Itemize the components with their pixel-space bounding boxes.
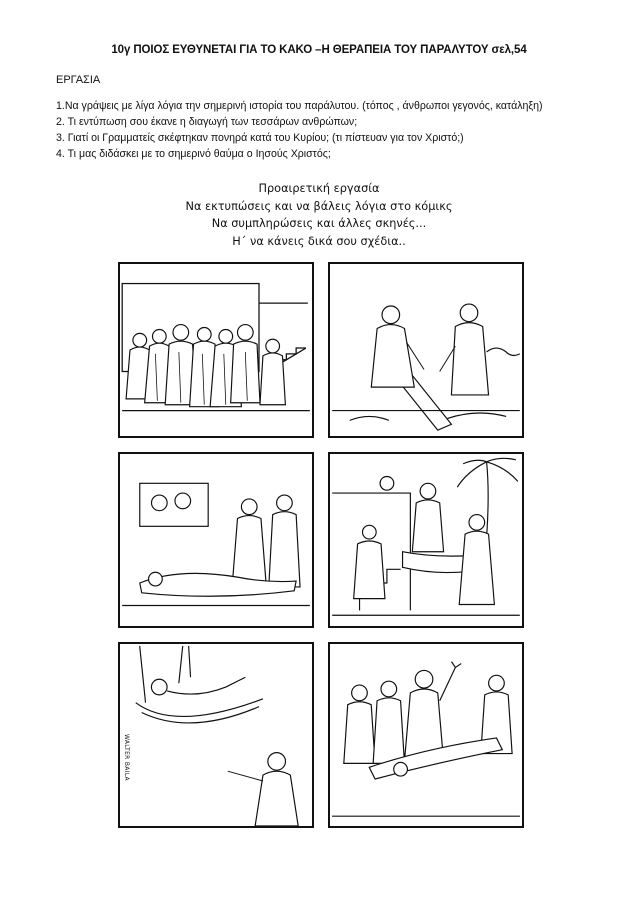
comic-credit: WALTER BAILA (123, 734, 130, 781)
question-2: 2. Τι εντύπωση σου έκανε η διαγωγή των τεσσάρων ανθρώπων; (56, 116, 358, 128)
question-4: 4. Τι μας διδάσκει με το σημερινό θαύμα ο Ιησούς Χριστός; (56, 148, 331, 160)
optional-heading: Προαιρετική εργασία (258, 182, 380, 195)
healed-illustration (330, 644, 522, 826)
comic-panel-lowering (328, 452, 524, 628)
optional-line-3: Η΄ να κάνεις δικά σου σχέδια.. (232, 234, 406, 248)
optional-task (0, 180, 638, 250)
question-1: 1.Να γράψεις με λίγα λόγια την σημερινή ιστορία του παράλυτου. (τόπος , άνθρωποι γεγονός, κατάληξη) (56, 100, 543, 112)
lowering-illustration (330, 454, 522, 626)
comic-panel-crowd (118, 262, 314, 438)
optional-line-2: Να συμπληρώσεις και άλλες σκηνές... (211, 217, 427, 230)
questions-list (56, 98, 543, 162)
roof-illustration (330, 264, 522, 436)
scribes-illustration (120, 454, 312, 626)
comic-panel-roof (328, 262, 524, 438)
crowd-illustration (120, 264, 312, 436)
section-label: ΕΡΓΑΣΙΑ (56, 74, 101, 86)
question-3: 3. Γιατί οι Γραμματείς σκέφτηκαν πονηρά κατά του Κυρίου; (τι πίστευαν για τον Χριστό;) (56, 132, 464, 144)
comic-panel-healing (118, 642, 314, 828)
comic-panel-healed (328, 642, 524, 828)
comic-strip (118, 262, 524, 828)
healing-illustration (120, 644, 312, 826)
comic-panel-scribes (118, 452, 314, 628)
optional-line-1: Να εκτυπώσεις και να βάλεις λόγια στο κόμικς (185, 199, 453, 213)
page-title: 10γ ΠΟΙΟΣ ΕΥΘΥΝΕΤΑΙ ΓΙΑ ΤΟ ΚΑΚΟ –Η ΘΕΡΑΠΕΙΑ ΤΟΥ ΠΑΡΑΛΥΤΟΥ σελ,54 (111, 44, 527, 56)
